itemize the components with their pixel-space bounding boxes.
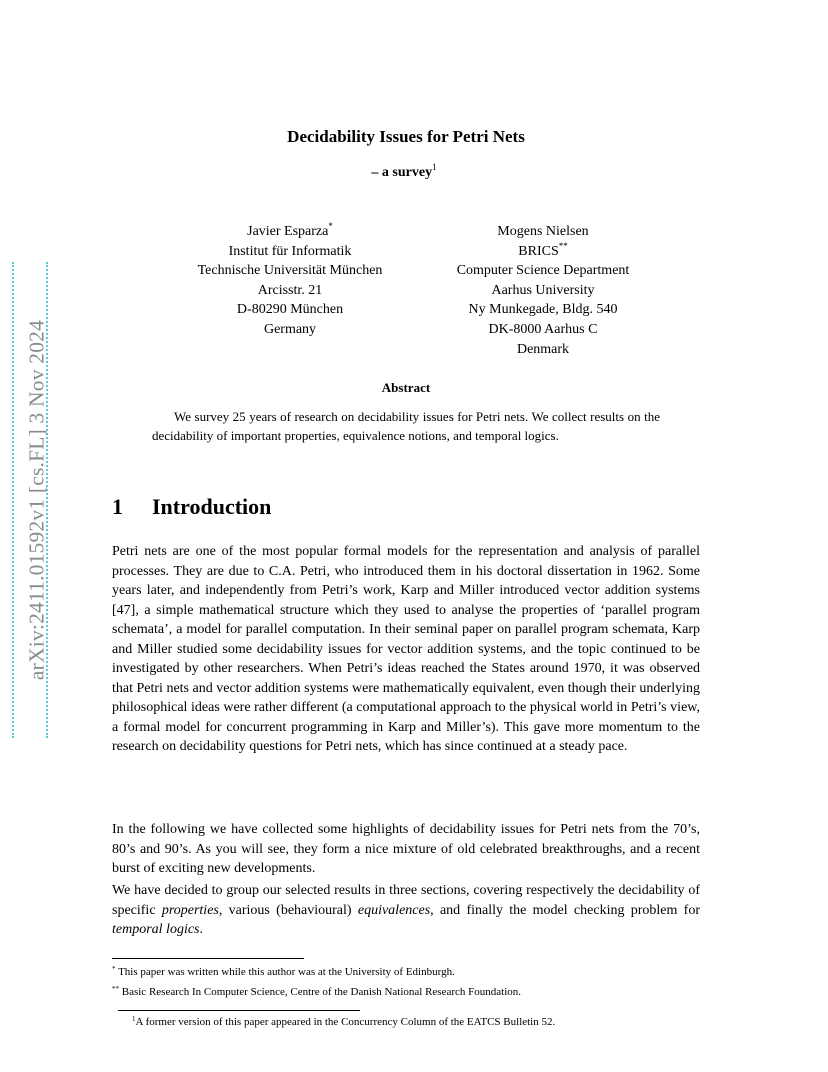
author-affiliation: BRICS** (518, 240, 568, 259)
section-number: 1 (112, 494, 123, 519)
paper-title: Decidability Issues for Petri Nets (287, 127, 525, 146)
footnote-rule (118, 1010, 360, 1011)
author-affiliation-line: Germany (263, 321, 317, 337)
author-affiliation-line: DK-8000 Aarhus C (488, 321, 598, 337)
footnote-mark: 1 (132, 1015, 136, 1023)
author-affiliation-line: Ny Munkegade, Bldg. 540 (468, 302, 618, 318)
section-heading (112, 494, 271, 520)
affiliation-footnote-mark: ** (558, 240, 568, 251)
paragraph: In the following we have collected some highlights of decidability issues for Petri nets from the 70’s, 80’s and 90’s. As you will see, they form a nice mixture of old celebrated breakthroughs, and a recent burst of exciting new developments. (112, 822, 700, 877)
author-name: Javier Esparza* (247, 221, 333, 239)
footnote (112, 986, 521, 998)
footnote-rule (112, 958, 304, 959)
footnote (132, 1016, 555, 1028)
arxiv-stamp: arXiv:2411.01592v1 [cs.FL] 3 Nov 2024 (24, 319, 49, 681)
footnote-text: Basic Research In Computer Science, Centre of the Danish National Research Foundation. (121, 986, 521, 998)
author-block-esparza (170, 222, 410, 340)
abstract-heading: Abstract (381, 380, 431, 395)
footnote-text: This paper was written while this author was at the University of Edinburgh. (118, 966, 455, 978)
footnote-mark: * (112, 965, 116, 973)
author-footnote-mark: * (328, 221, 333, 231)
subtitle-footnote-mark: 1 (432, 162, 437, 172)
author-affiliation-line: Institut für Informatik (228, 243, 352, 259)
footnote (112, 966, 455, 978)
subtitle-text: – a survey (371, 165, 433, 180)
author-affiliation-line: D-80290 München (236, 302, 344, 318)
author-affiliation-line: Arcisstr. 21 (257, 282, 323, 298)
author-affiliation-line: Aarhus University (491, 282, 595, 298)
author-affiliation-line: Technische Universität München (197, 263, 383, 279)
section-title: Introduction (152, 494, 272, 519)
paper-subtitle (0, 162, 808, 181)
emphasis: temporal logics (112, 922, 200, 938)
author-block-nielsen (412, 222, 674, 359)
footnote-mark: ** (112, 985, 119, 993)
paragraph: Petri nets are one of the most popular formal models for the representation and analysis of parallel processes. They are due to C.A. Petri, who introduced them in his doctoral dissertation in 1962. Some years later, and independently from Petri’s work, Karp and Miller introduced vector addition systems [47], a simple mathematical structure which they used to analyse the properties of ‘parallel program schemata’, a model for parallel computation. In their seminal paper on parallel program schemata, Karp and Miller studied some decidability issues for vector addition systems, and the topic continued to be investigated by other researchers. When Petri’s ideas reached the States around 1970, it was observed that Petri nets and vector addition systems were mathematically equivalent, even though their underlying philosophical ideas were rather different (a computational approach to the physical world in Petri’s view, a formal model for concurrent programming in Karp and Miller’s). This gave more momentum to the research on decidability questions for Petri nets, which has since continued at a steady pace. (112, 544, 700, 755)
paragraph: We have decided to group our selected results in three sections, covering respectively the decidability of specific properties, various (behavioural) equivalences, and finally the model checking problem for temporal logics. (112, 883, 701, 938)
abstract-text: We survey 25 years of research on decidability issues for Petri nets. We collect results on the decidability of important properties, equivalence notions, and temporal logics. (152, 409, 660, 443)
footnote-text: A former version of this paper appeared in the Concurrency Column of the EATCS Bulletin 52. (135, 1016, 556, 1028)
author-name: Mogens Nielsen (497, 224, 589, 239)
emphasis: equivalences (357, 902, 431, 918)
author-affiliation-line: Computer Science Department (456, 263, 630, 279)
author-affiliation-line: Denmark (516, 341, 570, 357)
emphasis: properties (161, 902, 219, 918)
